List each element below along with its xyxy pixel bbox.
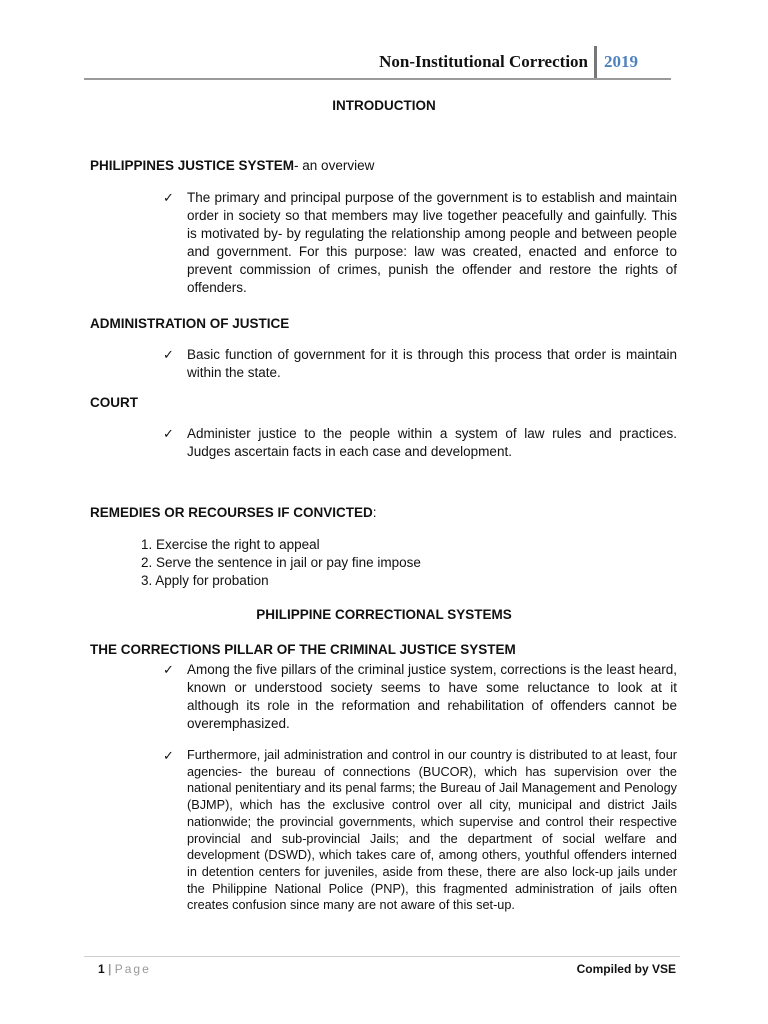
list-item: 3. Apply for probation bbox=[141, 573, 269, 588]
page-number bbox=[98, 962, 151, 976]
administration-paragraph: Basic function of government for it is through this process that order is maintain within the state. bbox=[187, 347, 677, 380]
compiled-by: Compiled by VSE bbox=[576, 962, 676, 976]
remedies-heading bbox=[90, 505, 377, 520]
overview-heading-suffix: - an overview bbox=[294, 158, 375, 173]
overview-heading-title: PHILIPPINES JUSTICE SYSTEM bbox=[90, 158, 295, 173]
check-icon: ✓ bbox=[163, 347, 174, 362]
court-heading bbox=[90, 395, 138, 410]
list-item: 1. Exercise the right to appeal bbox=[141, 537, 320, 552]
footer-rule bbox=[84, 956, 680, 957]
header-divider bbox=[594, 46, 597, 78]
document-year: 2019 bbox=[604, 52, 638, 71]
introduction-heading: INTRODUCTION bbox=[332, 98, 436, 113]
corrections-pillar-heading-title: THE CORRECTIONS PILLAR OF THE CRIMINAL JUSTICE SYSTEM bbox=[90, 642, 516, 657]
corrections-paragraph-2: Furthermore, jail administration and control in our country is distributed to at least, four agencies- the bureau of connections (BUCOR), which has supervision over the national penitentiary and its penal farms; the Bureau of Jail Management and Penology (BJMP), which has the exclusive control over all city, municipal and district Jails nationwide; the provincial governments, which supervise and control their respective provincial and sub-provincial Jails; and the department of social welfare and development (DSWD), which takes care of, among others, youthful offenders interned in detention centers for juveniles, aside from these, there are also lock-up jails under the Philippine National Police (PNP), this fragmented administration of jails often creates confusion since many are not aware of this set-up. bbox=[187, 748, 677, 913]
check-icon: ✓ bbox=[163, 426, 174, 441]
administration-heading-title: ADMINISTRATION OF JUSTICE bbox=[90, 316, 290, 331]
overview-heading bbox=[90, 158, 374, 173]
check-icon: ✓ bbox=[163, 662, 174, 677]
document-title: Non-Institutional Correction bbox=[379, 52, 588, 71]
page-separator: | bbox=[108, 962, 112, 976]
administration-heading bbox=[90, 316, 289, 331]
corrections-pillar-heading bbox=[90, 642, 516, 657]
court-paragraph: Administer justice to the people within a system of law rules and practices. Judges ascertain facts in each case and development. bbox=[187, 426, 677, 459]
overview-paragraph: The primary and principal purpose of the government is to establish and maintain order in society so that members may live together peacefully and gainfully. This is motivated by- by regulating the relationship among people and between people and government. For this purpose: law was created, enacted and enforce to prevent commission of crimes, punish the offender and restore the rights of offenders. bbox=[187, 190, 677, 295]
correctional-systems-heading: PHILIPPINE CORRECTIONAL SYSTEMS bbox=[256, 607, 512, 622]
remedies-heading-suffix: : bbox=[372, 505, 377, 520]
remedies-heading-title: REMEDIES OR RECOURSES IF CONVICTED bbox=[90, 505, 373, 520]
check-icon: ✓ bbox=[163, 190, 174, 205]
corrections-paragraph-1: Among the five pillars of the criminal justice system, corrections is the least heard, known or understood society seems to have some reluctance to look at it although its role in the reformation and rehabilitation of offenders cannot be overemphasized. bbox=[187, 662, 677, 731]
header-rule bbox=[84, 78, 671, 80]
court-heading-title: COURT bbox=[90, 395, 138, 410]
check-icon: ✓ bbox=[163, 748, 174, 763]
list-item: 2. Serve the sentence in jail or pay fine impose bbox=[141, 555, 421, 570]
page-label: Page bbox=[114, 962, 151, 976]
page-number-value: 1 bbox=[98, 962, 105, 976]
